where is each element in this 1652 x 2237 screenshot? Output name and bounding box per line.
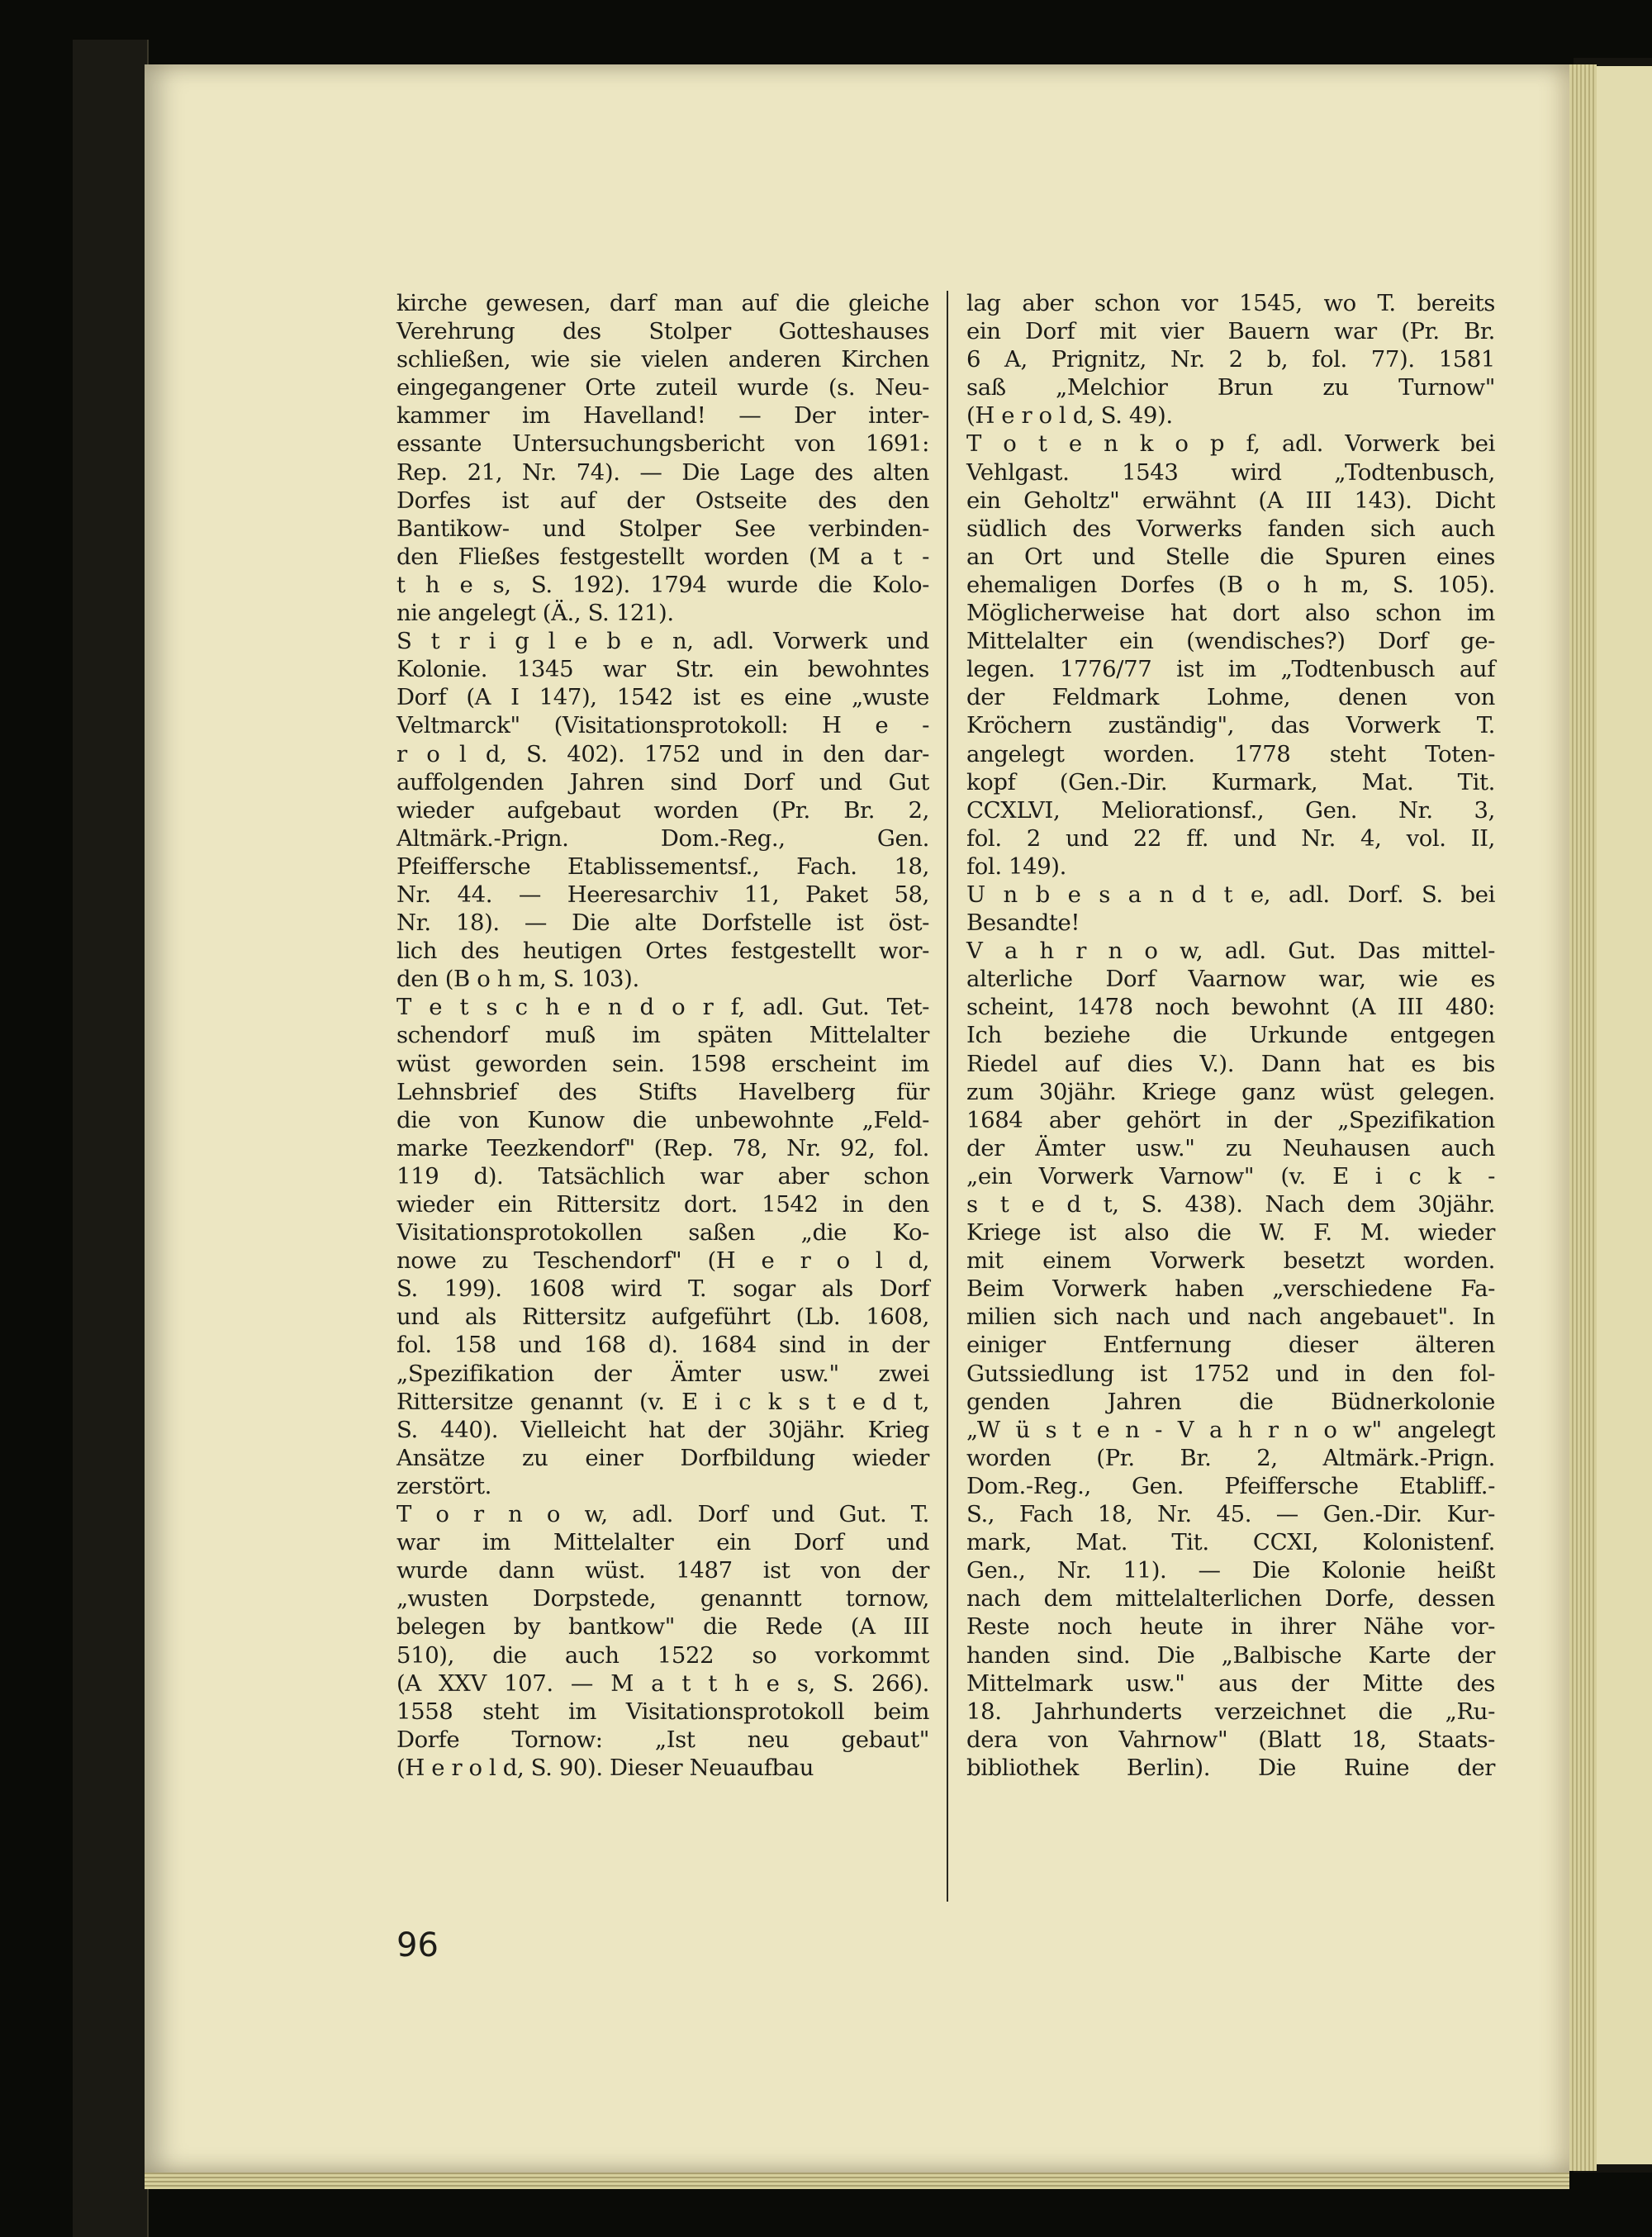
text-line: S., Fach 18, Nr. 45. — Gen.-Dir. Kur- — [966, 1501, 1495, 1528]
text-line: Vehlgast. 1543 wird „Todtenbusch, — [966, 458, 1495, 486]
text-line: Dorf (A I 147), 1542 ist es eine „wuste — [396, 684, 929, 711]
column-divider — [947, 291, 948, 1902]
text-line: belegen by bantkow" die Rede (A III — [396, 1613, 929, 1641]
text-line: Lehnsbrief des Stifts Havelberg für — [396, 1078, 929, 1105]
text-line: auffolgenden Jahren sind Dorf und Gut — [396, 768, 929, 796]
text-line: Besandte! — [966, 910, 1080, 937]
text-line: wurde dann wüst. 1487 ist von der — [396, 1557, 929, 1584]
text-line: fol. 2 und 22 ff. und Nr. 4, vol. II, — [966, 824, 1495, 852]
text-line: CCXLVI, Meliorationsf., Gen. Nr. 3, — [966, 796, 1495, 824]
text-line: an Ort und Stelle die Spuren eines — [966, 543, 1495, 570]
text-line: schließen, wie sie vielen anderen Kirchen — [396, 346, 929, 373]
text-line: zerstört. — [396, 1472, 491, 1499]
text-line: „Spezifikation der Ämter usw." zwei — [396, 1360, 929, 1387]
text-line: lich des heutigen Ortes festgestellt wor- — [396, 938, 929, 965]
text-line: V a h r n o w, adl. Gut. Das mittel- — [966, 938, 1495, 965]
text-line: zum 30jähr. Kriege ganz wüst gelegen. — [966, 1078, 1495, 1105]
text-line: der Feldmark Lohme, denen von — [966, 684, 1495, 711]
text-line: Altmärk.-Prign. Dom.-Reg., Gen. — [396, 824, 929, 852]
text-line: Möglicherweise hat dort also schon im — [966, 600, 1495, 627]
text-line: saß „Melchior Brun zu Turnow" — [966, 374, 1495, 401]
text-line: essante Untersuchungsbericht von 1691: — [396, 430, 929, 458]
text-line: Mittelmark usw." aus der Mitte des — [966, 1669, 1495, 1697]
book-cover-left — [73, 40, 149, 2237]
text-line: Ansätze zu einer Dorfbildung wieder — [396, 1444, 929, 1471]
page-number: 96 — [396, 1926, 439, 1964]
text-line: kopf (Gen.-Dir. Kurmark, Mat. Tit. — [966, 768, 1495, 796]
text-line: dera von Vahrnow" (Blatt 18, Staats- — [966, 1726, 1495, 1753]
text-line: genden Jahren die Büdnerkolonie — [966, 1388, 1495, 1415]
text-line: Gen., Nr. 11). — Die Kolonie heißt — [966, 1557, 1495, 1584]
text-line: und als Rittersitz aufgeführt (Lb. 1608, — [396, 1304, 929, 1331]
text-line: Bantikow- und Stolper See verbinden- — [396, 515, 929, 542]
text-line: nowe zu Teschendorf" (H e r o l d, — [396, 1247, 929, 1275]
text-line: S. 440). Vielleicht hat der 30jähr. Krieg — [396, 1416, 929, 1443]
text-line: legen. 1776/77 ist im „Todtenbusch auf — [966, 656, 1495, 683]
text-line: der Ämter usw." zu Neuhausen auch — [966, 1134, 1495, 1161]
text-line: kammer im Havelland! — Der inter- — [396, 402, 929, 430]
text-line: fol. 158 und 168 d). 1684 sind in der — [396, 1332, 929, 1359]
text-line: S t r i g l e b e n, adl. Vorwerk und — [396, 628, 929, 655]
text-line: S. 199). 1608 wird T. sogar als Dorf — [396, 1275, 929, 1303]
text-line: T o r n o w, adl. Dorf und Gut. T. — [396, 1501, 929, 1528]
text-line: Dorfes ist auf der Ostseite des den — [396, 487, 929, 514]
text-line: alterliche Dorf Vaarnow war, wie es — [966, 966, 1495, 993]
text-line: 510), die auch 1522 so vorkommt — [396, 1641, 929, 1669]
text-line: handen sind. Die „Balbische Karte der — [966, 1641, 1495, 1669]
text-line: r o l d, S. 402). 1752 und in den dar- — [396, 740, 929, 767]
text-line: Pfeiffersche Etablissementsf., Fach. 18, — [396, 853, 929, 880]
text-line: (H e r o l d, S. 90). Dieser Neuaufbau — [396, 1754, 814, 1781]
text-line: lag aber schon vor 1545, wo T. bereits — [966, 290, 1495, 316]
text-line: Kriege ist also die W. F. M. wieder — [966, 1219, 1495, 1247]
text-line: ein Dorf mit vier Bauern war (Pr. Br. — [966, 318, 1495, 345]
text-line: ein Geholtz" erwähnt (A III 143). Dicht — [966, 487, 1495, 514]
text-line: Dom.-Reg., Gen. Pfeiffersche Etabliff.- — [966, 1472, 1495, 1499]
text-line: T o t e n k o p f, adl. Vorwerk bei — [966, 430, 1495, 458]
text-line: wüst geworden sein. 1598 erscheint im — [396, 1050, 929, 1077]
text-line: Nr. 18). — Die alte Dorfstelle ist öst- — [396, 910, 929, 937]
text-line: Nr. 44. — Heeresarchiv 11, Paket 58, — [396, 881, 929, 908]
text-line: (A XXV 107. — M a t t h e s, S. 266). — [396, 1669, 929, 1697]
text-line: 1684 aber gehört in der „Spezifikation — [966, 1106, 1495, 1133]
text-line: wieder aufgebaut worden (Pr. Br. 2, — [396, 796, 929, 824]
text-line: wieder ein Rittersitz dort. 1542 in den — [396, 1191, 929, 1218]
text-line: milien sich nach und nach angebauet". In — [966, 1304, 1495, 1331]
text-line: 18. Jahrhunderts verzeichnet die „Ru- — [966, 1698, 1495, 1725]
text-line: fol. 149). — [966, 853, 1066, 880]
right-text-column — [966, 289, 1495, 1782]
text-line: Dorfe Tornow: „Ist neu gebaut" — [396, 1726, 929, 1753]
text-line: mark, Mat. Tit. CCXI, Kolonistenf. — [966, 1529, 1495, 1556]
text-line: bibliothek Berlin). Die Ruine der — [966, 1754, 1495, 1781]
text-line: T e t s c h e n d o r f, adl. Gut. Tet- — [396, 994, 929, 1021]
text-line: t h e s, S. 192). 1794 wurde die Kolo- — [396, 571, 929, 598]
text-line: marke Teezkendorf" (Rep. 78, Nr. 92, fol. — [396, 1134, 929, 1161]
text-line: U n b e s a n d t e, adl. Dorf. S. bei — [966, 881, 1495, 908]
text-line: angelegt worden. 1778 steht Toten- — [966, 740, 1495, 767]
text-line: ehemaligen Dorfes (B o h m, S. 105). — [966, 571, 1495, 598]
text-line: Kröchern zuständig", das Vorwerk T. — [966, 712, 1495, 739]
text-line: war im Mittelalter ein Dorf und — [396, 1529, 929, 1556]
text-line: schendorf muß im späten Mittelalter — [396, 1022, 929, 1049]
text-line: Visitationsprotokollen saßen „die Ko- — [396, 1219, 929, 1247]
text-line: Beim Vorwerk haben „verschiedene Fa- — [966, 1275, 1495, 1303]
text-line: mit einem Vorwerk besetzt worden. — [966, 1247, 1495, 1275]
text-line: worden (Pr. Br. 2, Altmärk.-Prign. — [966, 1444, 1495, 1471]
text-line: einiger Entfernung dieser älteren — [966, 1332, 1495, 1359]
text-line: Rittersitze genannt (v. E i c k s t e d t, — [396, 1388, 929, 1415]
page-stack-edges — [1565, 64, 1597, 2171]
text-line: s t e d t, S. 438). Nach dem 30jähr. — [966, 1191, 1495, 1218]
text-line: die von Kunow die unbewohnte „Feld- — [396, 1106, 929, 1133]
left-text-column — [396, 289, 929, 1782]
text-line: eingegangener Orte zuteil wurde (s. Neu- — [396, 374, 929, 401]
text-line: Mittelalter ein (wendisches?) Dorf ge- — [966, 628, 1495, 655]
text-line: den (B o h m, S. 103). — [396, 966, 639, 993]
text-line: Riedel auf dies V.). Dann hat es bis — [966, 1050, 1495, 1077]
page-stack-bottom — [145, 2173, 1569, 2189]
text-line: 119 d). Tatsächlich war aber schon — [396, 1162, 929, 1190]
facing-page-edge — [1594, 66, 1652, 2164]
text-line: „wusten Dorpstede, genanntt tornow, — [396, 1585, 929, 1612]
text-line: Veltmarck" (Visitationsprotokoll: H e - — [396, 712, 929, 739]
text-line: (H e r o l d, S. 49). — [966, 402, 1173, 430]
text-line: Ich beziehe die Urkunde entgegen — [966, 1022, 1495, 1049]
text-line: 6 A, Prignitz, Nr. 2 b, fol. 77). 1581 — [966, 346, 1495, 373]
text-line: kirche gewesen, darf man auf die gleiche — [396, 290, 929, 316]
text-line: „W ü s t e n - V a h r n o w" angelegt — [966, 1416, 1495, 1443]
text-line: nach dem mittelalterlichen Dorfe, dessen — [966, 1585, 1495, 1612]
text-line: den Fließes festgestellt worden (M a t - — [396, 543, 929, 570]
text-line: nie angelegt (Ä., S. 121). — [396, 600, 674, 627]
text-line: „ein Vorwerk Varnow" (v. E i c k - — [966, 1162, 1495, 1190]
text-line: Gutssiedlung ist 1752 und in den fol- — [966, 1360, 1495, 1387]
text-line: Rep. 21, Nr. 74). — Die Lage des alten — [396, 458, 929, 486]
text-line: Verehrung des Stolper Gotteshauses — [396, 318, 929, 345]
text-line: 1558 steht im Visitationsprotokoll beim — [396, 1698, 929, 1725]
text-line: Reste noch heute in ihrer Nähe vor- — [966, 1613, 1495, 1641]
text-line: scheint, 1478 noch bewohnt (A III 480: — [966, 994, 1495, 1021]
text-line: südlich des Vorwerks fanden sich auch — [966, 515, 1495, 542]
text-line: Kolonie. 1345 war Str. ein bewohntes — [396, 656, 929, 683]
